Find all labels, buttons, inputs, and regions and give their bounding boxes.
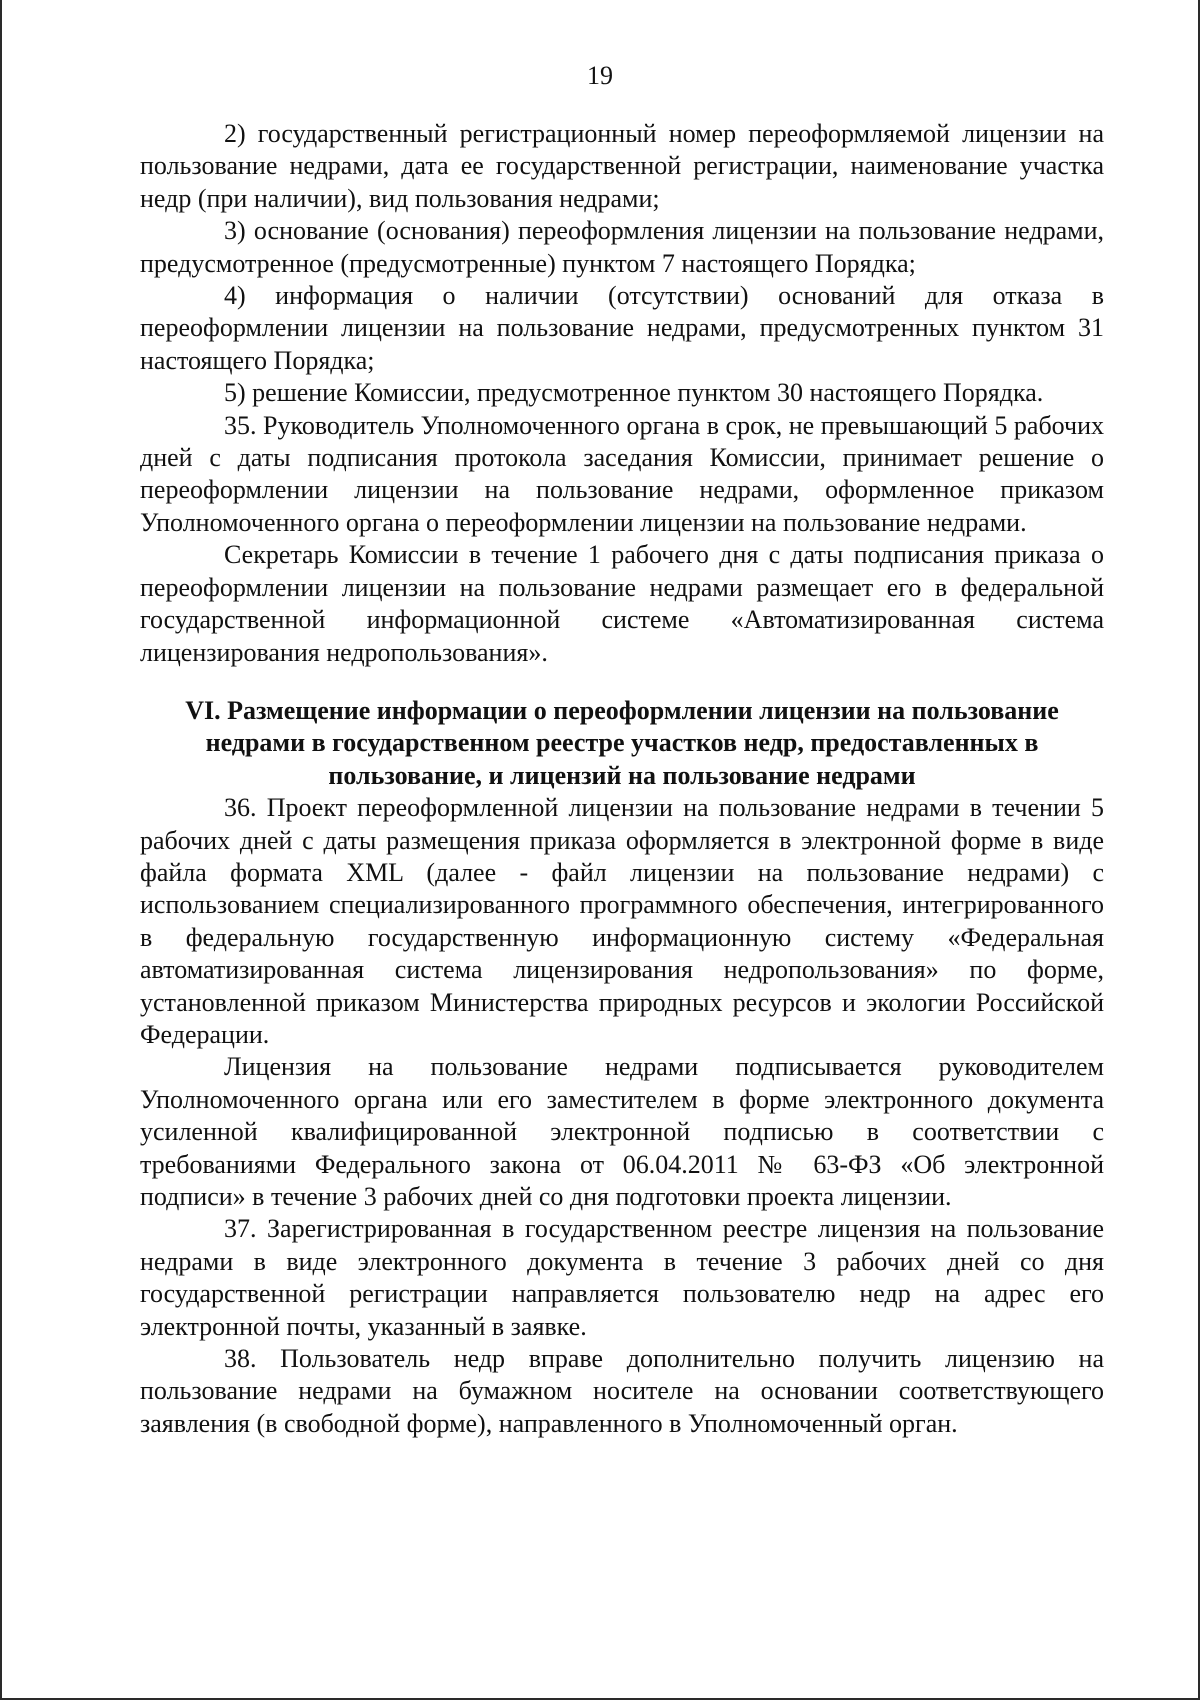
section-heading: VI. Размещение информации о переоформлении лицензии на пользование недрами в государственном реестре участков недр, предоставленных в пользование, и лицензий на пользование недрами [185,695,1059,790]
paragraph-secretary: Секретарь Комиссии в течение 1 рабочего дня с даты подписания приказа о переоформлении лицензии на пользование недрами размещает его в федеральной государственной информационной системе «Автоматизированная система лицензирования недропользования». [140,540,1104,667]
paragraph-item-2: 2) государственный регистрационный номер переоформляемой лицензии на пользование недрами, дата ее государственной регистрации, наименование участка недр (при наличии), вид пользования недрами; [140,119,1104,213]
paragraph-35: 35. Руководитель Уполномоченного органа в срок, не превышающий 5 рабочих дней с даты подписания протокола заседания Комиссии, принимает решение о переоформлении лицензии на пользование недрами, оформленное приказом Уполномоченного органа о переоформлении лицензии на пользование недрами. [140,410,1104,537]
paragraph-license-signing: Лицензия на пользование недрами подписывается руководителем Уполномоченного органа или его заместителем в форме электронного документа усиленной квалифицированной электронной подписью в соответствии с требованиями Федерального закона от 06.04.2011 № 63-ФЗ «Об электронной подписи» в течение 3 рабочих дней со дня подготовки проекта лицензии. [140,1052,1104,1211]
paragraph-38: 38. Пользователь недр вправе дополнительно получить лицензию на пользование недрами на бумажном носителе на основании соответствующего заявления (в свободной форме), направленного в Уполномоченный орган. [140,1344,1104,1438]
paragraph-37: 37. Зарегистрированная в государственном реестре лицензия на пользование недрами в виде электронного документа в течение 3 рабочих дней со дня государственной регистрации направляется пользователю недр на адрес его электронной почты, указанный в заявке. [140,1214,1104,1341]
paragraph-item-4: 4) информация о наличии (отсутствии) оснований для отказа в переоформлении лицензии на пользование недрами, предусмотренных пунктом 31 настоящего Порядка; [140,281,1104,375]
paragraph-item-3: 3) основание (основания) переоформления лицензии на пользование недрами, предусмотренное (предусмотренные) пунктом 7 настоящего Порядка; [140,216,1104,278]
paragraph-item-5: 5) решение Комиссии, предусмотренное пунктом 30 настоящего Порядка. [224,378,1044,408]
scan-left-border [0,0,2,1700]
page-number: 19 [587,61,613,90]
paragraph-36: 36. Проект переоформленной лицензии на пользование недрами в течении 5 рабочих дней с даты размещения приказа оформляется в электронной форме в виде файла формата XML (далее - файл лицензии на пользование недрами) с использованием специализированного программного обеспечения, интегрированного в федеральную государственную информационную систему «Федеральная автоматизированная система лицензирования недропользования» по форме, установленной приказом Министерства природных ресурсов и экологии Российской Федерации. [140,793,1104,1049]
document-body [140,118,1104,1440]
